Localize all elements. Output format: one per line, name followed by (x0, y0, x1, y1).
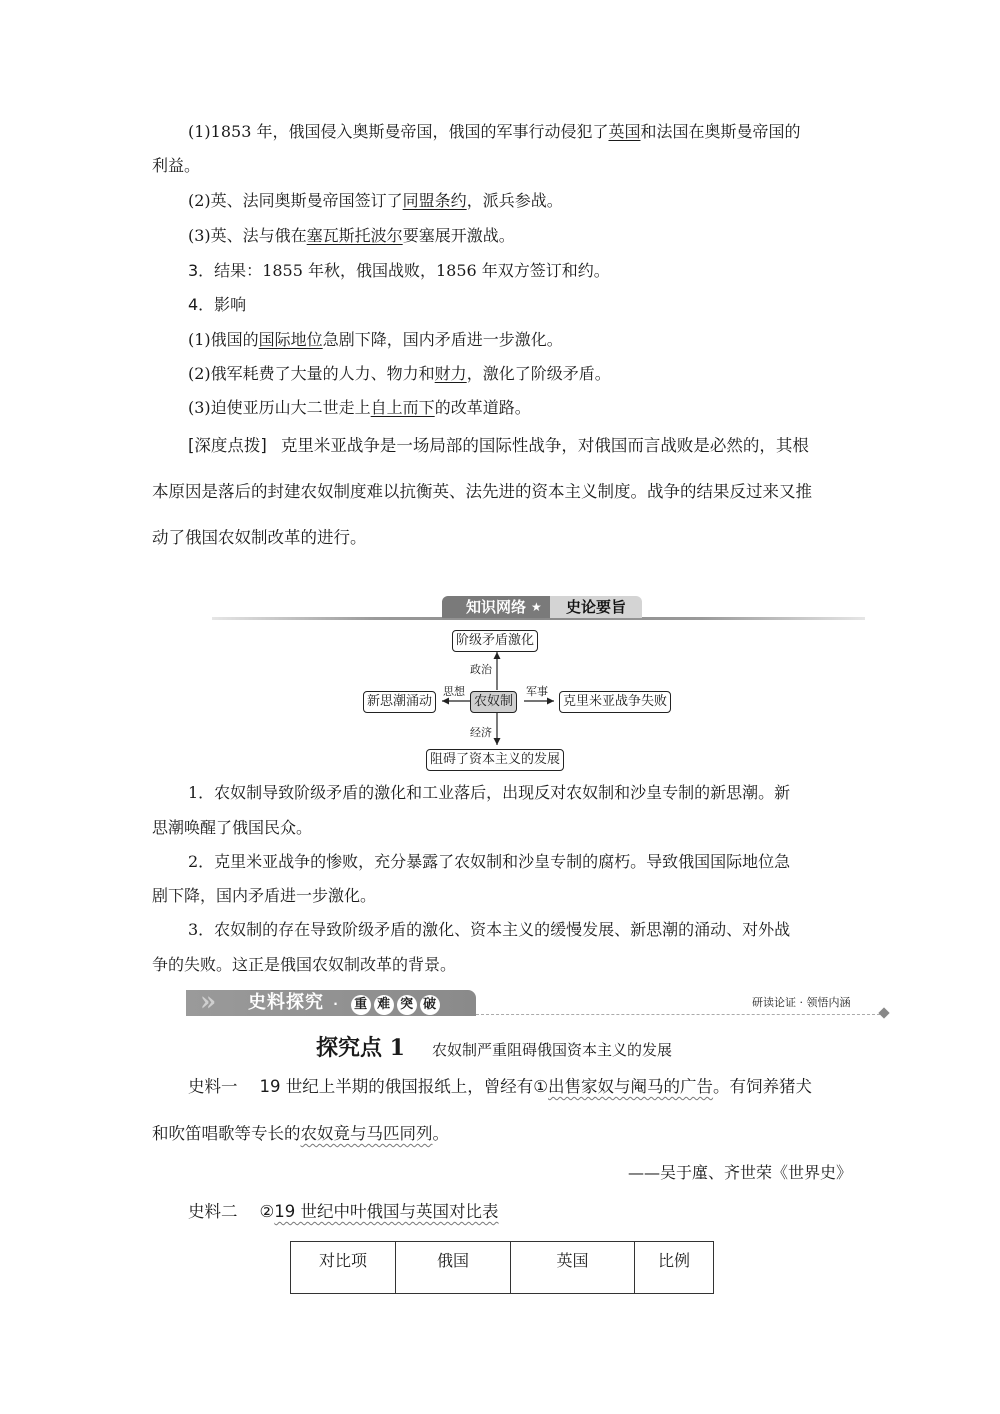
label-military: 军事 (526, 685, 548, 698)
text: 急剧下降，国内矛盾进一步激化。 (322, 330, 563, 349)
summary-2-line-2: 剧下降，国内矛盾进一步激化。 (152, 886, 377, 905)
table-header-cell: 比例 (635, 1242, 714, 1294)
text: 和法国在奥斯曼帝国的 (640, 122, 801, 141)
wavy-underlined-text: 19 世纪中叶俄国与英国对比表 (274, 1202, 499, 1221)
label-politics: 政治 (470, 663, 492, 676)
text: 的改革道路。 (434, 398, 531, 417)
circle-char: 破 (420, 995, 440, 1015)
text: (1)1853 年，俄国侵入奥斯曼帝国，俄国的军事行动侵犯了 (188, 122, 609, 141)
underlined-keyword: 同盟条约 (402, 191, 467, 210)
text: (1)俄国的 (188, 330, 259, 349)
explore-point-label: 探究点 1 (316, 1035, 405, 1061)
result-heading: 3．结果： (188, 261, 263, 280)
source-label: 史料一 (188, 1077, 238, 1096)
insight-text: 克里米亚战争是一场局部的国际性战争，对俄国而言战败是必然的，其根 (280, 436, 809, 455)
table-header-cell: 对比项 (291, 1242, 396, 1294)
separator-dot: · (333, 997, 339, 1011)
summary-3-line-1: 3．农奴制的存在导致阶级矛盾的激化、资本主义的缓慢发展、新思潮的涌动、对外战 (188, 920, 791, 939)
source-1-citation: ——吴于廑、齐世荣《世界史》 (628, 1163, 853, 1182)
banner-knowledge-network: 知识网络 (442, 596, 550, 618)
summary-2-line-1: 2．克里米亚战争的惨败，充分暴露了农奴制和沙皇专制的腐朽。导致俄国国际地位急 (188, 852, 791, 871)
banner-history-essentials: 史论要旨 (550, 596, 642, 618)
section-title-text: 史料探究 (248, 992, 324, 1013)
text: ，激化了阶级矛盾。 (466, 364, 611, 383)
star-icon: ★ (531, 600, 542, 614)
result-text: 1855 年秋，俄国战败，1856 年双方签订和约。 (262, 261, 610, 280)
underlined-keyword: 塞瓦斯托波尔 (306, 226, 403, 245)
node-hinder-capitalism: 阻碍了资本主义的发展 (426, 749, 564, 771)
text: 。有饲养猪犬 (713, 1077, 813, 1096)
explore-point-title: 农奴制严重阻碍俄国资本主义的发展 (432, 1041, 673, 1059)
insight-line-2: 本原因是落后的封建农奴制度难以抗衡英、法先进的资本主义制度。战争的结果反过来又推 (152, 482, 812, 501)
label-economy: 经济 (470, 726, 492, 739)
table-header-cell: 俄国 (396, 1242, 511, 1294)
circle-char: 重 (351, 995, 371, 1015)
cause-item-1-continuation: 利益。 (152, 156, 201, 175)
text: 。 (432, 1124, 449, 1143)
text: (3)英、法与俄在 (188, 226, 307, 245)
text: 要塞展开激战。 (402, 226, 515, 245)
node-class-conflict: 阶级矛盾激化 (452, 630, 538, 652)
underlined-keyword: 财力 (434, 364, 467, 383)
summary-3-line-2: 争的失败。这正是俄国农奴制改革的背景。 (152, 955, 457, 974)
node-new-thought: 新思潮涌动 (363, 691, 436, 713)
insight-line-3: 动了俄国农奴制改革的进行。 (152, 528, 367, 547)
source-1-line-1 (188, 1077, 812, 1097)
text: (2)俄军耗费了大量的人力、物力和 (188, 364, 435, 383)
table-header-cell: 英国 (511, 1242, 635, 1294)
circle-char: 突 (397, 995, 417, 1015)
text: (3)迫使亚历山大二世走上 (188, 398, 371, 417)
wavy-underlined-text: 农奴竟与马匹同列 (300, 1124, 433, 1143)
text: 19 世纪上半期的俄国报纸上，曾经有① (259, 1077, 549, 1096)
underlined-keyword: 英国 (608, 122, 641, 141)
section-title (248, 990, 440, 1017)
impact-heading: 4．影响 (188, 295, 247, 314)
text: ② (259, 1202, 275, 1221)
summary-1-line-2: 思潮唤醒了俄国民众。 (152, 818, 313, 837)
underlined-keyword: 自上而下 (370, 398, 435, 417)
dashed-rule (476, 1014, 880, 1015)
section-subtitle: 研读论证 · 领悟内涵 (752, 996, 851, 1009)
node-serfdom: 农奴制 (470, 691, 517, 713)
underlined-keyword: 国际地位 (258, 330, 323, 349)
wavy-underlined-text: 出售家奴与阉马的广告 (548, 1077, 714, 1096)
text: ，派兵参战。 (466, 191, 563, 210)
label-thought: 思想 (443, 685, 465, 698)
node-crimean-defeat: 克里米亚战争失败 (559, 691, 671, 713)
insight-tag: [深度点拨] (188, 436, 267, 455)
source-1-line-2 (152, 1124, 449, 1144)
text: 和吹笛唱歌等专长的 (152, 1124, 301, 1143)
comparison-table (290, 1241, 714, 1294)
chevron-icon: » (200, 987, 217, 1017)
text: (2)英、法同奥斯曼帝国签订了 (188, 191, 403, 210)
summary-1-line-1: 1．农奴制导致阶级矛盾的激化和工业落后，出现反对农奴制和沙皇专制的新思潮。新 (188, 783, 791, 802)
table-header-row (291, 1242, 714, 1294)
source-label: 史料二 (188, 1202, 238, 1221)
circle-char: 难 (374, 995, 394, 1015)
source-2-line (188, 1202, 499, 1222)
